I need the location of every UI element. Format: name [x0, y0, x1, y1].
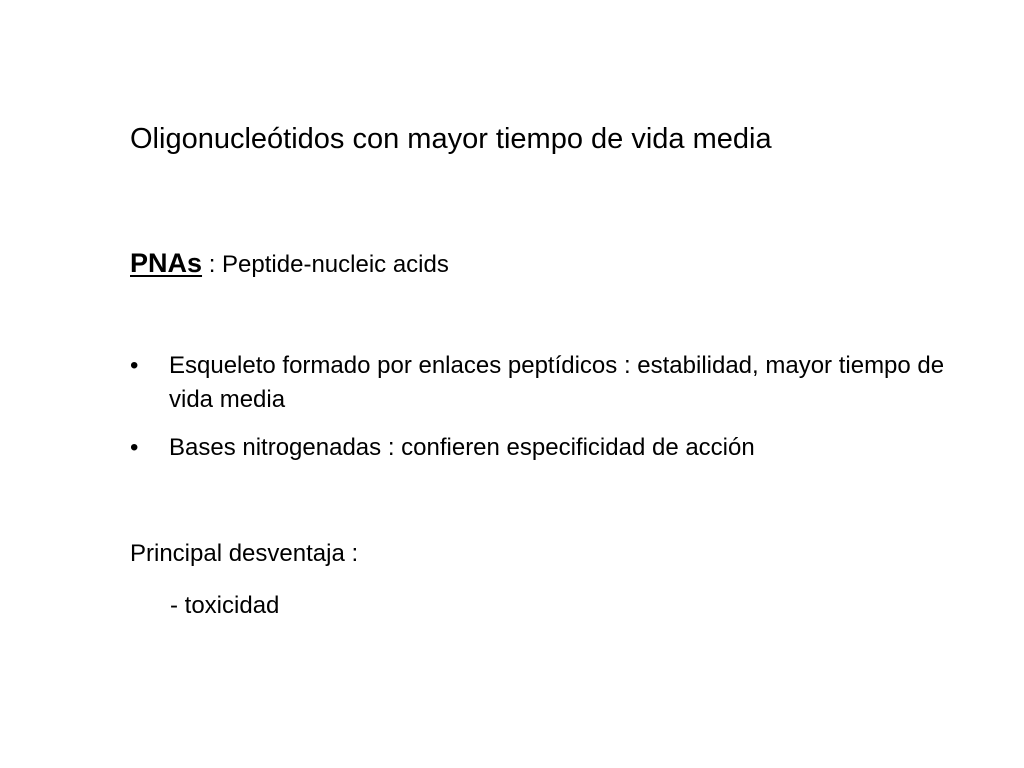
disadvantage-item: - toxicidad [170, 592, 280, 619]
bullet-text: Bases nitrogenadas : confieren especificidad de acción [169, 434, 755, 461]
bullet-item [130, 349, 980, 417]
pnas-term: PNAs [130, 248, 203, 278]
bullet-item [130, 431, 980, 465]
slide-title: Oligonucleótidos con mayor tiempo de vida media [130, 123, 772, 155]
pnas-separator: : [202, 251, 223, 278]
pnas-definition [130, 244, 449, 287]
bullet-marker: • [130, 352, 139, 379]
pnas-description: Peptide-nucleic acids [222, 251, 449, 278]
bullet-list [130, 349, 980, 479]
disadvantage-label: Principal desventaja : [130, 540, 359, 567]
bullet-text: Esqueleto formado por enlaces peptídicos : estabilidad, mayor tiempo de vida media [169, 352, 945, 413]
bullet-marker: • [130, 434, 139, 461]
